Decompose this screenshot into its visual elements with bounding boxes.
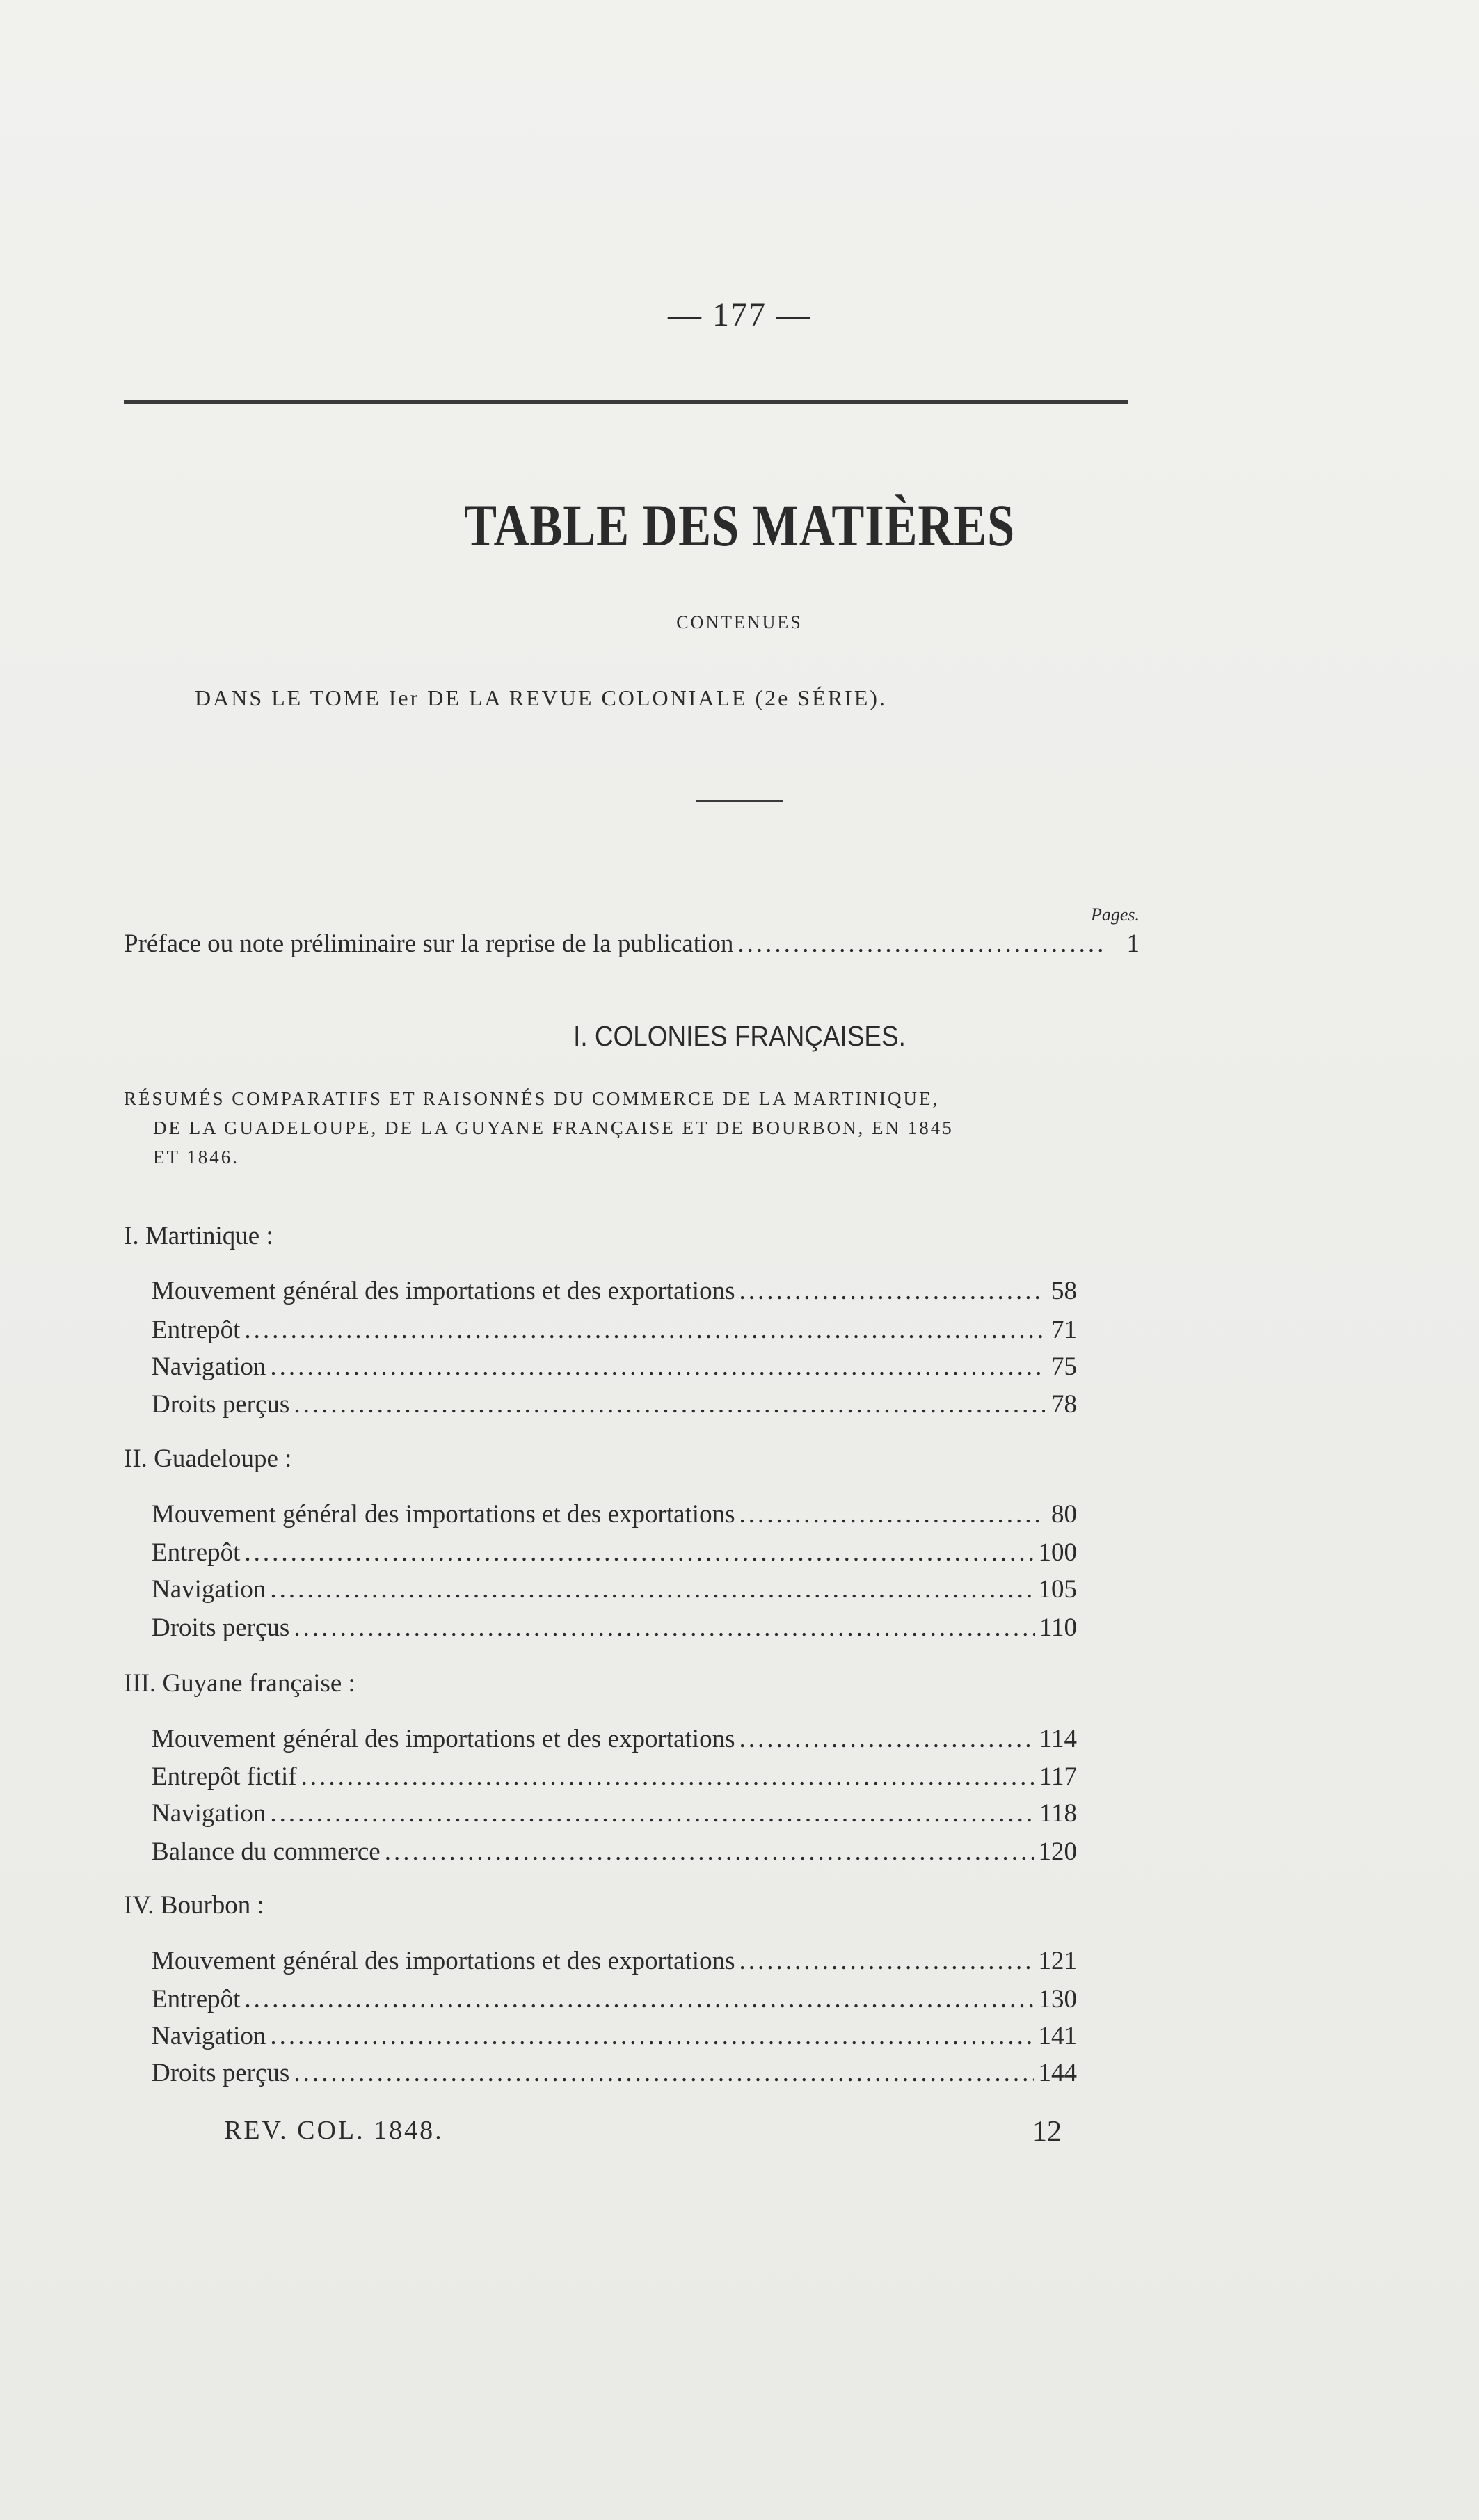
toc-entry-label: Mouvement général des importations et des exportations: [152, 1500, 735, 1529]
toc-entry-page: 75: [1051, 1353, 1077, 1381]
toc-entry-page: 100: [1038, 1538, 1077, 1567]
colony-heading: I. Martinique :: [124, 1222, 273, 1250]
leader-dots: [270, 1574, 1034, 1604]
toc-entry: [152, 1613, 1077, 1643]
page-number: — 177 —: [668, 296, 811, 333]
toc-entry-label: Droits perçus: [152, 1613, 290, 1642]
toc-entry-page: 71: [1051, 1316, 1077, 1344]
toc-entry-page: 121: [1038, 1947, 1077, 1975]
header-rule: [124, 400, 1128, 404]
toc-entry: [152, 1276, 1077, 1306]
toc-entry-label: Navigation: [152, 1353, 266, 1381]
subtitle: CONTENUES: [676, 612, 803, 632]
leader-dots: [739, 1276, 1045, 1306]
leader-dots: [739, 1499, 1045, 1529]
toc-entry-label: Navigation: [152, 1799, 266, 1828]
leader-dots: [294, 1613, 1035, 1643]
toc-entry-label: Mouvement général des importations et des exportations: [152, 1725, 735, 1753]
toc-entry: [152, 1499, 1077, 1529]
toc-entry-page: 118: [1039, 1799, 1077, 1828]
toc-entry-label: Navigation: [152, 2022, 266, 2050]
toc-entry-preface: [124, 929, 1140, 959]
toc-entry-page: 80: [1051, 1500, 1077, 1529]
footer-signature: REV. COL. 1848.: [224, 2116, 444, 2145]
toc-entry-page: 117: [1039, 1762, 1077, 1791]
colony-heading: IV. Bourbon :: [124, 1891, 264, 1920]
page-title: TABLE DES MATIÈRES: [463, 492, 1015, 559]
toc-entry-page: 58: [1051, 1277, 1077, 1305]
toc-entry-page: 110: [1039, 1613, 1077, 1642]
leader-dots: [270, 2021, 1034, 2051]
pages-column-header: Pages.: [1090, 904, 1140, 925]
toc-entry-label: Entrepôt fictif: [152, 1762, 297, 1791]
leader-dots: [737, 929, 1108, 959]
toc-entry: [152, 1799, 1077, 1828]
leader-dots: [270, 1352, 1045, 1382]
leader-dots: [739, 1946, 1034, 1976]
resume-line: RÉSUMÉS COMPARATIFS ET RAISONNÉS DU COMMERCE DE LA MARTINIQUE,: [124, 1088, 940, 1109]
leader-dots: [385, 1837, 1034, 1867]
section-heading: I. COLONIES FRANÇAISES.: [573, 1020, 906, 1052]
toc-entry-label: Entrepôt: [152, 1538, 241, 1567]
toc-entry-page: 105: [1038, 1575, 1077, 1604]
toc-entry-label: Mouvement général des importations et des exportations: [152, 1277, 735, 1305]
toc-entry-label: Droits perçus: [152, 2059, 290, 2087]
toc-entry: [152, 1574, 1077, 1604]
leader-dots: [244, 1538, 1034, 1568]
toc-entry: [152, 2021, 1077, 2051]
toc-entry: [152, 1837, 1077, 1867]
toc-entry: [152, 1352, 1077, 1382]
resume-heading: [124, 1084, 1140, 1172]
leader-dots: [739, 1724, 1034, 1754]
resume-line: ET 1846.: [153, 1147, 239, 1167]
toc-entry-label: Balance du commerce: [152, 1837, 381, 1866]
toc-entry: [152, 1724, 1077, 1754]
toc-entry: [152, 1538, 1077, 1568]
footer-sheet-number: 12: [1032, 2116, 1062, 2148]
toc-entry-page: 78: [1051, 1390, 1077, 1419]
colony-heading: II. Guadeloupe :: [124, 1444, 292, 1473]
tome-line: DANS LE TOME Ier DE LA REVUE COLONIALE (2e SÉRIE).: [195, 685, 887, 710]
leader-dots: [294, 2058, 1034, 2088]
toc-entry-page: 120: [1038, 1837, 1077, 1866]
toc-entry-label: Entrepôt: [152, 1316, 241, 1344]
leader-dots: [244, 1315, 1045, 1345]
leader-dots: [301, 1762, 1035, 1792]
toc-entry: [152, 1389, 1077, 1419]
resume-line: DE LA GUADELOUPE, DE LA GUYANE FRANÇAISE ET DE BOURBON, EN 1845: [153, 1117, 954, 1138]
toc-entry: [152, 1762, 1077, 1792]
toc-entry: [152, 1315, 1077, 1345]
toc-entry-page: 141: [1038, 2022, 1077, 2050]
toc-entry-page: 130: [1038, 1985, 1077, 2013]
colony-heading: III. Guyane française :: [124, 1669, 355, 1698]
toc-entry-label: Droits perçus: [152, 1390, 290, 1419]
toc-entry: [152, 1946, 1077, 1976]
leader-dots: [270, 1799, 1034, 1828]
toc-entry-page: 114: [1039, 1725, 1077, 1753]
toc-entry-page: 1: [1126, 930, 1140, 958]
separator-rule: [696, 800, 783, 802]
toc-entry: [152, 1984, 1077, 2014]
leader-dots: [294, 1389, 1045, 1419]
toc-entry: [152, 2058, 1077, 2088]
leader-dots: [244, 1984, 1034, 2014]
toc-entry-label: Mouvement général des importations et des exportations: [152, 1947, 735, 1975]
toc-entry-label: Préface ou note préliminaire sur la reprise de la publication: [124, 930, 734, 958]
toc-entry-page: 144: [1038, 2059, 1077, 2087]
toc-entry-label: Navigation: [152, 1575, 266, 1604]
toc-entry-label: Entrepôt: [152, 1985, 241, 2013]
